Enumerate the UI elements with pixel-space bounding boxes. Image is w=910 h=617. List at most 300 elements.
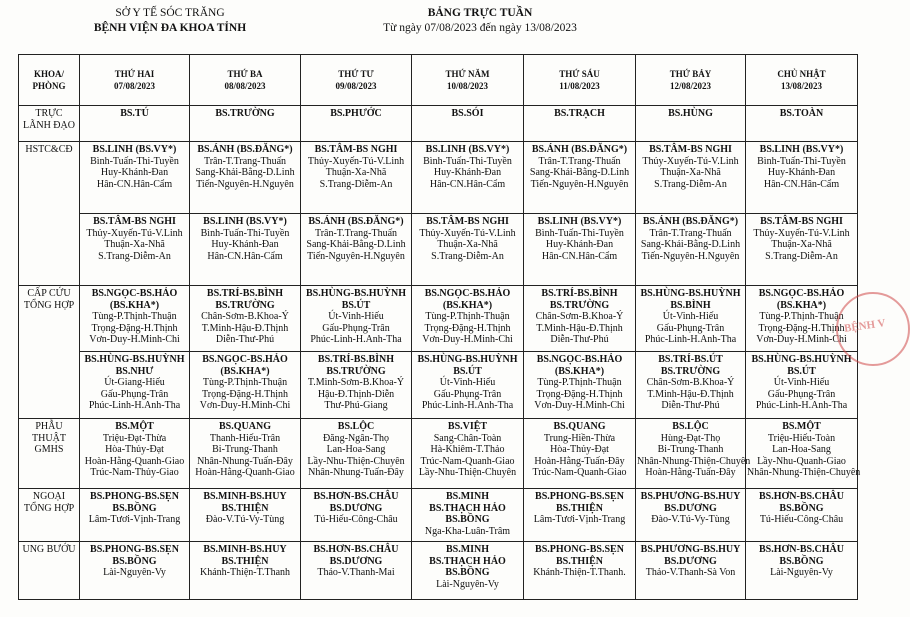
department-label-line: PHẪU: [35, 421, 63, 432]
corner-label: KHOA/: [33, 69, 64, 80]
doctor-name: BS.TÂM-BS NGHI: [93, 216, 176, 227]
doctor-name: BS.THIỆN: [556, 555, 603, 567]
schedule-cell: [190, 419, 301, 489]
doctor-name: BS.TRÍ-BS.ÚT: [658, 354, 723, 365]
day-name: THỨ SÁU: [559, 69, 600, 80]
schedule-cell: [746, 489, 858, 542]
staff-names: Tùng-P.Thịnh-Thuận: [759, 311, 844, 323]
schedule-cell: [301, 106, 412, 142]
schedule-cell: [412, 286, 524, 352]
staff-names: Bình-Tuấn-Thi-Tuyền: [200, 227, 290, 239]
department-label-line: CẤP CỨU: [27, 288, 71, 299]
staff-names: Thuận-Xa-Nhã: [104, 239, 165, 251]
staff-names: T.Minh-Sơm-B.Khoa-Ý: [307, 377, 405, 389]
schedule-cell: [301, 286, 412, 352]
schedule-cell: [636, 352, 746, 419]
staff-names: T.Minh-Hậu-Đ.Thịnh: [647, 388, 734, 400]
staff-names: Hùng-Đạt-Thọ: [660, 432, 721, 444]
doctor-name: BS.BỒNG: [779, 502, 824, 514]
staff-names: Đào-V.Tú-Vy-Tùng: [205, 514, 285, 526]
staff-names: Chân-Sơm-B.Khoa-Ý: [201, 311, 289, 323]
doctor-name: BS.LINH (BS.VY*): [92, 144, 177, 155]
staff-names: Tùng-P.Thịnh-Thuận: [92, 311, 177, 323]
schedule-cell: [524, 106, 636, 142]
staff-names: Lâm-Tươi-Vịnh-Trang: [88, 514, 181, 526]
schedule-cell: [636, 142, 746, 214]
staff-names: Thủy-Xuyến-Tú-V.Linh: [419, 227, 516, 239]
schedule-cell: [746, 142, 858, 214]
doctor-name: (BS.KHA*): [442, 299, 493, 311]
staff-names: Trân-T.Trang-Thuấn: [649, 227, 732, 239]
staff-names: Chân-Sơm-B.Khoa-Ý: [646, 377, 735, 389]
doctor-name: BS.TRƯỜNG: [215, 299, 275, 311]
staff-names: Thủy-Xuyến-Tú-V.Linh: [753, 227, 850, 239]
doctor-name: BS.THẠCH HẢO: [429, 555, 506, 567]
staff-names: Hoàn-Hằng-Quanh-Giao: [84, 455, 185, 467]
staff-names: Triệu-Hiếu-Toàn: [767, 432, 836, 444]
staff-names: Bình-Tuấn-Thi-Tuyền: [757, 155, 846, 167]
staff-names: Sang-Khải-Bằng-D.Linh: [195, 167, 295, 179]
staff-names: Bi-Trung-Thanh: [212, 444, 278, 456]
staff-names: Vơn-Duy-H.Minh-Chi: [199, 400, 291, 412]
schedule-cell: [190, 542, 301, 600]
day-date: 09/08/2023: [335, 81, 377, 91]
doctor-name: BS.MINH-BS.HUY: [203, 544, 287, 555]
doctor-name: BS.THẠCH HẢO: [429, 502, 506, 514]
doctor-name: BS.TÂM-BS NGHI: [314, 144, 398, 155]
corner-label: PHÒNG: [32, 81, 66, 91]
staff-names: Trân-T.Trang-Thuấn: [314, 227, 398, 239]
staff-names: Trọng-Đặng-H.Thịnh: [424, 322, 511, 334]
staff-names: Trọng-Đặng-H.Thịnh: [91, 322, 178, 334]
doctor-name: BS.NGỌC-BS.HẢO: [536, 354, 623, 365]
schedule-cell: [636, 542, 746, 600]
staff-names: Tiến-Nguyên-H.Nguyên: [530, 178, 629, 190]
doctor-name: (BS.KHA*): [554, 365, 605, 377]
schedule-cell: [412, 106, 524, 142]
doctor-name: BS.TÂM-BS NGHI: [760, 216, 843, 227]
schedule-cell: [301, 489, 412, 542]
day-name: CHỦ NHẬT: [777, 69, 826, 80]
doctor-name: BS.THIỆN: [221, 502, 269, 514]
schedule-cell: [190, 352, 301, 419]
staff-names: Út-Vinh-Hiếu: [662, 311, 719, 323]
department-label: [19, 419, 80, 489]
staff-names: Thuận-Xa-Nhã: [771, 239, 832, 251]
staff-names: Diễn-Thư-Phú: [550, 334, 609, 346]
doctor-name: BS.BỒNG: [445, 514, 490, 526]
staff-names: Hậu-Đ.Thịnh-Diễn: [317, 388, 395, 400]
day-header: [301, 55, 412, 106]
schedule-cell: [80, 419, 190, 489]
staff-names: Huy-Khánh-Đan: [211, 239, 279, 251]
doctor-name: BS.MINH: [445, 491, 490, 502]
staff-names: Lài-Nguyên-Vy: [103, 567, 166, 579]
schedule-cell: [301, 214, 412, 286]
table-header-row: [19, 55, 858, 106]
staff-names: Bi-Trung-Thanh: [657, 444, 724, 456]
doctor-name: BS.MỘT: [782, 421, 821, 432]
staff-names: Lan-Hoa-Sang: [326, 444, 386, 456]
schedule-cell: [524, 286, 636, 352]
doctor-name: BS.HÙNG-BS.HUỲNH: [751, 354, 852, 365]
doctor-name: BS.PHONG-BS.SẸN: [90, 544, 179, 555]
staff-names: Diễn-Thư-Phú: [661, 400, 720, 412]
department-label: [19, 286, 80, 419]
staff-names: Gấu-Phụng-Trân: [322, 322, 390, 334]
staff-names: Hoàn-Hằng-Tuấn-Đây: [645, 467, 736, 479]
day-date: 10/08/2023: [446, 81, 488, 91]
department-label: [19, 106, 80, 142]
doctor-name: BS.MINH: [445, 544, 490, 555]
doctor-name: (BS.KHA*): [220, 365, 270, 377]
table-row: [19, 214, 858, 286]
day-name: THỨ BẢY: [669, 69, 712, 80]
document-title: BẢNG TRỰC TUẦN: [427, 7, 533, 19]
day-header: [190, 55, 301, 106]
staff-names: Nhân-Nhung-Tuấn-Đây: [308, 467, 404, 479]
department-label-line: UNG BƯỚU: [22, 544, 76, 555]
duty-schedule-table: [18, 54, 861, 600]
table-row: [19, 142, 858, 214]
schedule-cell: [301, 419, 412, 489]
schedule-cell: [746, 419, 861, 489]
schedule-cell: [746, 106, 858, 142]
staff-names: Hân-CN.Hân-Cẩm: [763, 178, 840, 190]
schedule-cell: [746, 542, 858, 600]
staff-names: S.Trang-Diễm-An: [319, 178, 393, 190]
staff-names: Trúc-Nam-Quanh-Giao: [420, 455, 515, 467]
stamp-text: BỆNH V: [843, 317, 887, 335]
staff-names: Đào-V.Tú-Vy-Tùng: [651, 514, 730, 526]
staff-names: Thảo-V.Thanh-Mai: [317, 567, 395, 579]
doctor-name: BS.HƠN-BS.CHÂU: [313, 544, 399, 555]
doctor-name: BS.ÚT: [787, 365, 816, 377]
doctor-name: BS.THIỆN: [221, 555, 269, 567]
staff-names: Trân-T.Trang-Thuấn: [538, 155, 621, 167]
staff-names: Tùng-P.Thịnh-Thuận: [202, 377, 288, 389]
staff-names: Hân-CN.Hân-Cẩm: [96, 178, 173, 190]
staff-names: Phúc-Linh-H.Anh-Tha: [644, 334, 737, 346]
schedule-cell: [190, 489, 301, 542]
staff-names: Thuận-Xa-Nhã: [660, 167, 721, 179]
staff-names: Gấu-Phụng-Trân: [767, 388, 836, 400]
staff-names: Sang-Khải-Bằng-D.Linh: [529, 167, 630, 179]
staff-names: Bình-Tuấn-Thi-Tuyền: [423, 155, 512, 167]
schedule-cell: [524, 142, 636, 214]
schedule-cell: [190, 106, 301, 142]
doctor-name: BS.ÚT: [453, 365, 482, 377]
department-label-line: TỔNG HỢP: [23, 299, 75, 311]
staff-names: Hoàn-Hằng-Quanh-Giao: [195, 467, 295, 479]
doctor-name: BS.PHONG-BS.SẸN: [90, 491, 179, 502]
title-block: [350, 6, 610, 36]
doctor-name: (BS.KHA*): [109, 299, 160, 311]
staff-names: Gấu-Phụng-Trân: [100, 388, 169, 400]
staff-names: Thủy-Xuyến-Tú-V.Linh: [642, 155, 739, 167]
doctor-name: BS.TRÍ-BS.BÌNH: [317, 354, 395, 365]
staff-names: Chân-Sơm-B.Khoa-Ý: [535, 311, 624, 323]
schedule-cell: [412, 542, 524, 600]
doctor-name: BS.NGỌC-BS.HẢO: [91, 288, 178, 299]
doctor-name: BS.LINH (BS.VY*): [537, 216, 622, 227]
staff-names: Trúc-Nam-Quanh-Giao: [532, 467, 627, 479]
schedule-cell: [80, 542, 190, 600]
doctor-name: BS.HÙNG-BS.HUỲNH: [305, 288, 406, 299]
doctor-name: BS.BỒNG: [112, 502, 157, 514]
schedule-cell: [80, 489, 190, 542]
department-label-line: TỔNG HỢP: [23, 502, 75, 514]
staff-names: Vơn-Duy-H.Minh-Chi: [89, 334, 180, 346]
schedule-cell: [301, 542, 412, 600]
staff-names: Lan-Hoa-Sang: [772, 444, 831, 456]
doctor-name: BS.HƠN-BS.CHÂU: [758, 544, 844, 555]
staff-names: S.Trang-Diễm-An: [654, 178, 727, 190]
staff-names: Tiến-Nguyên-H.Nguyên: [641, 250, 740, 262]
staff-names: Nhân-Nhung-Thiện-Chuyên: [747, 467, 861, 479]
doctor-name: BS.TRẠCH: [554, 108, 605, 119]
day-header: [80, 55, 190, 106]
staff-names: Lầy-Nhu-Thiện-Chuyên: [307, 455, 405, 467]
staff-names: Nhân-Nhung-Tuấn-Đây: [197, 455, 293, 467]
official-seal-stamp: [836, 292, 910, 366]
staff-names: Út-Vinh-Hiếu: [439, 377, 496, 389]
staff-names: Hòa-Thủy-Đạt: [105, 444, 164, 456]
doctor-name: BS.DƯƠNG: [329, 502, 383, 514]
schedule-cell: [80, 352, 190, 419]
doctor-name: BS.VIỆT: [447, 421, 488, 432]
schedule-cell: [524, 214, 636, 286]
day-date: 13/08/2023: [780, 81, 822, 91]
doctor-name: BS.DƯƠNG: [664, 555, 717, 567]
staff-names: Thuận-Xa-Nhã: [325, 167, 387, 179]
staff-names: Gấu-Phụng-Trân: [433, 388, 502, 400]
staff-names: Vơn-Duy-H.Minh-Chi: [422, 334, 513, 346]
table-row: [19, 489, 858, 542]
doctor-name: BS.HÙNG-BS.HUỲNH: [417, 354, 518, 365]
staff-names: Gấu-Phụng-Trân: [656, 322, 725, 334]
department-label: [19, 142, 80, 286]
staff-names: Hân-CN.Hân-Cẩm: [541, 250, 618, 262]
day-date: 11/08/2023: [559, 81, 600, 91]
schedule-cell: [190, 286, 301, 352]
schedule-cell: [746, 214, 858, 286]
doctor-name: BS.HƠN-BS.CHÂU: [313, 491, 399, 502]
day-name: THỨ NĂM: [445, 69, 490, 80]
doctor-name: BS.NGỌC-BS.HẢO: [202, 354, 288, 365]
staff-names: Sang-Chân-Toàn: [433, 432, 502, 444]
staff-names: Hà-Khiêm-T.Thảo: [430, 444, 505, 456]
doctor-name: BS.BÌNH: [670, 299, 711, 311]
day-date: 08/08/2023: [224, 81, 266, 91]
staff-names: Huy-Khánh-Đan: [433, 167, 502, 179]
doctor-name: BS.HÙNG-BS.HUỲNH: [640, 288, 741, 299]
doctor-name: BS.TRÍ-BS.BÌNH: [206, 288, 284, 299]
doctor-name: BS.ÁNH (BS.ĐĂNG*): [642, 216, 739, 227]
staff-names: Tùng-P.Thịnh-Thuận: [425, 311, 510, 323]
staff-names: Lài-Nguyên-Vy: [770, 567, 833, 579]
staff-names: S.Trang-Diễm-An: [431, 250, 504, 262]
doctor-name: BS.TRƯỜNG: [660, 365, 721, 377]
table-row: [19, 286, 858, 352]
department-label: [19, 489, 80, 542]
schedule-cell: [301, 142, 412, 214]
staff-names: Sang-Khải-Bằng-D.Linh: [640, 239, 741, 251]
staff-names: Phúc-Linh-H.Anh-Tha: [421, 400, 514, 412]
staff-names: Sang-Khải-Bằng-D.Linh: [306, 239, 406, 251]
staff-names: Trọng-Đặng-H.Thịnh: [758, 322, 845, 334]
doctor-name: BS.NGỌC-BS.HẢO: [424, 288, 511, 299]
doctor-name: BS.NGỌC-BS.HẢO: [758, 288, 845, 299]
staff-names: Vơn-Duy-H.Minh-Chi: [756, 334, 847, 346]
day-header: [412, 55, 524, 106]
staff-names: Út-Vinh-Hiếu: [773, 377, 830, 389]
day-date: 07/08/2023: [113, 81, 155, 91]
doctor-name: BS.BỒNG: [112, 555, 157, 567]
schedule-cell: [301, 352, 412, 419]
staff-names: Đăng-Ngân-Thọ: [322, 432, 390, 444]
schedule-cell: [190, 142, 301, 214]
doctor-name: BS.NHƯ: [115, 365, 154, 377]
staff-names: Út-Vinh-Hiếu: [328, 311, 384, 323]
staff-names: Thảo-V.Thanh-Sà Von: [645, 567, 736, 579]
staff-names: Huy-Khánh-Đan: [545, 239, 614, 251]
staff-names: Phúc-Linh-H.Anh-Tha: [310, 334, 402, 346]
doctor-name: BS.PHƯƠNG-BS.HUY: [640, 544, 741, 555]
staff-names: Tú-Hiếu-Công-Châu: [314, 514, 398, 526]
staff-names: T.Minh-Hậu-Đ.Thịnh: [536, 322, 623, 334]
doctor-name: BS.ÁNH (BS.ĐĂNG*): [197, 144, 293, 155]
schedule-cell: [524, 352, 636, 419]
doctor-name: BS.QUANG: [553, 421, 606, 432]
schedule-cell: [636, 489, 746, 542]
staff-names: Thanh-Hiếu-Trân: [209, 432, 281, 444]
department-label-line: LÃNH ĐẠO: [23, 119, 75, 131]
department-label-line: HSTC&CĐ: [25, 144, 73, 155]
table-row: [19, 419, 858, 489]
staff-names: Bình-Tuấn-Thi-Tuyền: [90, 155, 179, 167]
staff-names: T.Minh-Hậu-Đ.Thịnh: [201, 322, 289, 334]
table-row: [19, 542, 858, 600]
staff-names: Tiến-Nguyên-H.Nguyên: [307, 250, 405, 262]
schedule-cell: [412, 142, 524, 214]
doctor-name: BS.TOÀN: [779, 108, 824, 119]
schedule-cell: [412, 489, 524, 542]
doctor-name: BS.THIỆN: [556, 502, 603, 514]
staff-names: Thủy-Xuyến-Tú-V.Linh: [86, 227, 183, 239]
doctor-name: BS.TÚ: [120, 108, 149, 119]
doctor-name: (BS.KHA*): [776, 299, 827, 311]
day-name: THỨ TƯ: [338, 69, 374, 80]
doctor-name: BS.MỘT: [115, 421, 154, 432]
staff-names: Bình-Tuấn-Thi-Tuyền: [535, 227, 624, 239]
staff-names: Nhân-Nhung-Thiện-Chuyên: [637, 455, 751, 467]
staff-names: Trân-T.Trang-Thuấn: [203, 155, 287, 167]
staff-names: Phúc-Linh-H.Anh-Tha: [88, 400, 181, 412]
staff-names: Triệu-Đạt-Thừa: [102, 432, 167, 444]
day-name: THỨ HAI: [114, 69, 155, 80]
doctor-name: BS.TRƯỜNG: [215, 108, 275, 119]
schedule-cell: [636, 214, 746, 286]
doctor-name: BS.PHƯƠNG-BS.HUY: [640, 491, 741, 502]
department-label-line: THUẬT: [32, 432, 66, 444]
hospital-name: BỆNH VIỆN ĐA KHOA TỈNH: [93, 22, 247, 34]
staff-names: Huy-Khánh-Đan: [100, 167, 169, 179]
staff-names: Tùng-P.Thịnh-Thuận: [537, 377, 622, 389]
doctor-name: BS.LỘC: [337, 421, 375, 432]
staff-names: Lài-Nguyên-Vy: [436, 578, 499, 590]
schedule-cell: [524, 489, 636, 542]
day-header: [524, 55, 636, 106]
staff-names: S.Trang-Diễm-An: [765, 250, 838, 262]
doctor-name: BS.LỘC: [672, 421, 709, 432]
parent-agency: SỞ Y TẾ SÓC TRĂNG: [115, 7, 225, 19]
doctor-name: BS.ÁNH (BS.ĐĂNG*): [308, 216, 404, 227]
staff-names: Diễn-Thư-Phú: [215, 334, 275, 346]
staff-names: Hòa-Thủy-Đạt: [550, 444, 609, 456]
schedule-cell: [80, 286, 190, 352]
staff-names: Lầy-Nhu-Thiện-Chuyên: [418, 467, 517, 479]
doctor-name: BS.PHƯỚC: [330, 108, 382, 119]
staff-names: Thư-Phú-Giang: [324, 400, 388, 412]
schedule-cell: [524, 542, 636, 600]
doctor-name: BS.DƯƠNG: [664, 502, 717, 514]
schedule-cell: [80, 106, 190, 142]
schedule-cell: [746, 352, 858, 419]
staff-names: Thủy-Xuyến-Tú-V.Linh: [307, 155, 405, 167]
agency-header: [40, 6, 300, 36]
doctor-name: BS.MINH-BS.HUY: [203, 491, 287, 502]
doctor-name: BS.TRÍ-BS.BÌNH: [541, 288, 618, 299]
doctor-name: BS.PHONG-BS.SẸN: [535, 544, 624, 555]
staff-names: Khánh-Thiện-T.Thanh.: [533, 567, 626, 579]
staff-names: Hân-CN.Hân-Cẩm: [429, 178, 506, 190]
day-name: THỨ BA: [227, 69, 263, 80]
staff-names: Huy-Khánh-Đan: [767, 167, 836, 179]
doctor-name: BS.QUANG: [219, 421, 271, 432]
doctor-name: BS.DƯƠNG: [329, 555, 383, 567]
staff-names: Phúc-Linh-H.Anh-Tha: [755, 400, 848, 412]
doctor-name: BS.PHONG-BS.SẸN: [535, 491, 624, 502]
staff-names: Tú-Hiếu-Công-Châu: [759, 514, 844, 526]
staff-names: Nga-Kha-Luân-Trâm: [424, 525, 511, 537]
schedule-cell: [412, 352, 524, 419]
schedule-cell: [412, 419, 524, 489]
department-label-line: NGOẠI: [32, 491, 66, 502]
corner-header: [19, 55, 80, 106]
staff-names: Thuận-Xa-Nhã: [437, 239, 498, 251]
doctor-name: BS.LINH (BS.VY*): [759, 144, 844, 155]
schedule-cell: [80, 214, 190, 286]
doctor-name: BS.TÂM-BS NGHI: [426, 216, 509, 227]
doctor-name: BS.TÂM-BS NGHI: [649, 144, 732, 155]
doctor-name: BS.BỒNG: [779, 555, 824, 567]
staff-names: Vơn-Duy-H.Minh-Chi: [534, 400, 625, 412]
schedule-cell: [636, 419, 751, 489]
staff-names: Trúc-Nam-Thủy-Giao: [90, 467, 179, 479]
staff-names: Lâm-Tươi-Vịnh-Trang: [533, 514, 626, 526]
staff-names: Khánh-Thiện-T.Thanh: [199, 567, 291, 579]
staff-names: Trọng-Đặng-H.Thịnh: [201, 388, 288, 400]
staff-names: Tiến-Nguyên-H.Nguyên: [196, 178, 294, 190]
doctor-name: BS.TRƯỜNG: [549, 299, 610, 311]
staff-names: Trọng-Đặng-H.Thịnh: [536, 388, 623, 400]
doctor-name: BS.ÁNH (BS.ĐĂNG*): [531, 144, 628, 155]
doctor-name: BS.HÙNG-BS.HUỲNH: [84, 354, 185, 365]
schedule-cell: [412, 214, 524, 286]
doctor-name: BS.LINH (BS.VY*): [203, 216, 287, 227]
doctor-name: BS.BỒNG: [445, 567, 490, 579]
